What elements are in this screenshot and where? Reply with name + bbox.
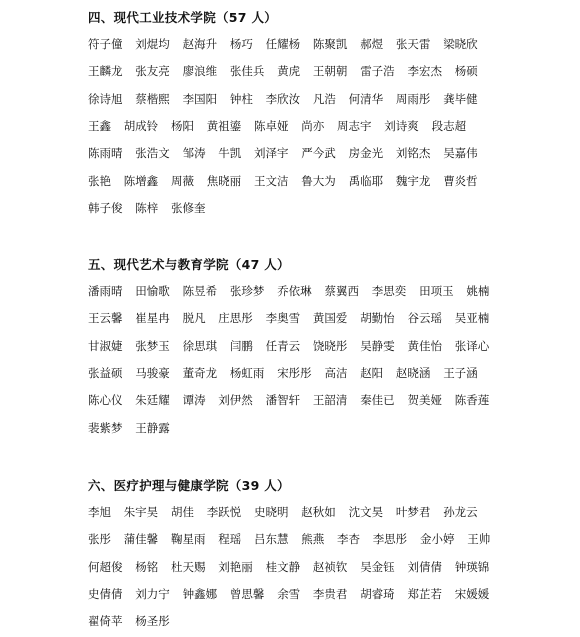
student-name: 何清华 — [348, 91, 384, 106]
student-name: 脱凡 — [182, 311, 206, 326]
student-name: 胡佳 — [171, 505, 194, 519]
student-name: 桂文静 — [265, 559, 301, 574]
student-name: 姚楠 — [466, 284, 490, 298]
student-name: 李杏 — [337, 532, 360, 547]
student-name: 贺美娅 — [407, 393, 442, 408]
student-name: 张天雷 — [395, 37, 431, 51]
student-name: 杨阳 — [171, 118, 194, 133]
student-name: 张佳兵 — [229, 64, 265, 79]
student-name: 魏宇龙 — [395, 173, 431, 188]
student-name: 潘智轩 — [265, 393, 301, 408]
student-name: 钟柱 — [229, 91, 253, 106]
student-name: 张彤 — [88, 532, 111, 547]
student-name: 史倩倩 — [88, 586, 123, 601]
student-name: 黄佳怡 — [407, 338, 442, 353]
student-name: 李思彤 — [372, 532, 408, 547]
student-name: 牛凯 — [218, 146, 242, 161]
student-name: 吕东慧 — [254, 532, 289, 547]
student-name: 陈梓 — [135, 200, 159, 215]
student-name: 赵祯钦 — [312, 559, 348, 574]
student-name: 庄思彤 — [218, 311, 253, 326]
student-name: 吴亚楠 — [454, 311, 490, 326]
student-name: 沈文昊 — [348, 505, 384, 519]
student-name: 任青云 — [265, 338, 301, 353]
student-name: 严今武 — [301, 146, 336, 161]
student-name: 宋彤彤 — [277, 365, 312, 380]
student-name: 金小婷 — [420, 532, 455, 547]
student-name: 任耀杨 — [265, 37, 301, 51]
student-name: 王帅 — [467, 532, 491, 547]
student-name: 赵秋如 — [301, 505, 336, 519]
student-name: 熊燕 — [301, 532, 325, 547]
student-name: 史晓明 — [254, 505, 289, 519]
section-heading: 五、现代艺术与教育学院（47 人） — [88, 257, 290, 272]
student-name: 周薇 — [171, 173, 194, 188]
student-name: 刘铭杰 — [395, 146, 431, 161]
student-name: 谭涛 — [182, 393, 206, 408]
student-name: 叶梦君 — [395, 505, 431, 519]
student-name: 谷云瑶 — [407, 311, 442, 326]
student-name: 刘泽宇 — [254, 146, 289, 161]
student-name: 刘焜均 — [135, 37, 170, 51]
student-name: 赵晓涵 — [395, 365, 431, 380]
student-name: 邹涛 — [182, 146, 206, 161]
student-name: 王静露 — [135, 420, 170, 435]
student-name: 郑芷若 — [407, 586, 442, 601]
student-name: 鞠星雨 — [171, 532, 206, 547]
student-name: 黄虎 — [277, 64, 301, 79]
student-name: 王朝朝 — [312, 64, 348, 79]
student-name: 蒲佳馨 — [123, 532, 159, 547]
student-name: 徐思琪 — [182, 338, 218, 353]
student-name: 张修奎 — [171, 200, 206, 215]
student-name: 李跃悦 — [206, 505, 242, 519]
student-name: 房金光 — [348, 146, 384, 161]
section-heading: 四、现代工业技术学院（57 人） — [88, 10, 278, 25]
student-name: 王麟龙 — [88, 64, 123, 79]
student-name: 李奥雪 — [265, 311, 301, 326]
student-name: 张译心 — [454, 338, 490, 353]
student-name: 郝煜 — [360, 37, 384, 51]
student-name: 韩子俊 — [88, 200, 123, 215]
student-name: 张浩文 — [135, 146, 170, 161]
student-name: 杨圣彤 — [135, 614, 170, 629]
student-name: 吴静雯 — [360, 338, 395, 353]
student-name: 尚亦 — [301, 118, 325, 133]
student-name: 张益硕 — [88, 365, 123, 380]
student-name: 梁晓欣 — [443, 37, 478, 51]
student-name: 宋媛媛 — [454, 586, 490, 601]
student-name: 朱宇昊 — [123, 505, 159, 519]
student-name: 陈雨晴 — [88, 146, 123, 161]
student-name: 王文洁 — [254, 173, 289, 188]
student-name: 禹临耶 — [348, 173, 384, 188]
student-name: 杜天赐 — [171, 559, 206, 574]
student-name: 李贵君 — [312, 586, 348, 601]
student-name: 余雪 — [277, 586, 301, 601]
student-name: 陈心仪 — [88, 393, 123, 408]
student-name: 李宏杰 — [407, 64, 442, 79]
student-name: 高洁 — [324, 365, 348, 380]
student-name: 李国阳 — [182, 91, 218, 106]
student-name: 崔星冉 — [135, 311, 170, 326]
student-name: 吴金钰 — [360, 559, 395, 574]
student-name: 陈昱希 — [182, 284, 218, 298]
student-name: 赵海升 — [182, 37, 218, 51]
student-name: 周志宇 — [337, 118, 372, 133]
student-name: 饶晓彤 — [312, 338, 348, 353]
student-name: 曹炎哲 — [443, 173, 478, 188]
student-name: 田项玉 — [419, 284, 454, 298]
student-name: 甘淑婕 — [88, 338, 123, 353]
student-name: 黄国爱 — [312, 311, 348, 326]
student-name: 程瑶 — [218, 532, 242, 547]
student-name: 朱廷耀 — [135, 393, 170, 408]
student-name: 周雨彤 — [395, 91, 431, 106]
student-name: 刘诗爽 — [384, 118, 419, 133]
student-name: 龚毕健 — [443, 91, 478, 106]
student-name: 胡睿琦 — [360, 586, 395, 601]
student-name: 刘倩倩 — [407, 559, 442, 574]
student-name: 焦晓丽 — [206, 173, 242, 188]
student-name: 吴嘉伟 — [443, 146, 478, 161]
student-name: 王鑫 — [88, 118, 111, 133]
student-name: 刘艳丽 — [218, 559, 253, 574]
student-name: 胡成铃 — [123, 118, 159, 133]
student-name: 董奇龙 — [182, 365, 218, 380]
student-name: 张艳 — [88, 173, 111, 188]
student-name: 张友亮 — [135, 64, 170, 79]
student-name: 杨虹雨 — [229, 365, 265, 380]
student-name: 张珍梦 — [229, 284, 265, 298]
student-name: 蔡楷熙 — [135, 91, 170, 106]
section-heading: 六、医疗护理与健康学院（39 人） — [88, 478, 290, 493]
student-name: 何超俊 — [88, 559, 123, 574]
student-name: 王韶清 — [312, 393, 348, 408]
student-name: 马骏豪 — [135, 365, 170, 380]
student-name: 王云馨 — [88, 311, 123, 326]
student-name: 李欣汝 — [265, 91, 301, 106]
student-name: 陈增鑫 — [123, 173, 159, 188]
student-name: 杨巧 — [229, 37, 253, 51]
student-name: 李旭 — [88, 505, 111, 519]
student-name: 鲁大为 — [301, 173, 336, 188]
student-name: 乔依琳 — [277, 284, 312, 298]
student-name: 赵阳 — [360, 365, 384, 380]
student-name: 雷子浩 — [360, 64, 395, 79]
student-name: 孙龙云 — [443, 505, 478, 519]
student-name: 钟鑫娜 — [182, 586, 218, 601]
student-name: 陈卓娅 — [254, 118, 289, 133]
student-name: 陈香莲 — [454, 393, 490, 408]
student-name: 闫鹏 — [229, 338, 253, 353]
student-name: 凡浩 — [312, 91, 336, 106]
student-name: 段志超 — [431, 118, 467, 133]
student-name: 黄祖鎏 — [206, 118, 242, 133]
student-name: 秦佳已 — [360, 393, 395, 408]
student-name: 杨硕 — [454, 64, 478, 79]
student-name: 刘力宁 — [135, 586, 170, 601]
student-name: 裴紫梦 — [88, 420, 123, 435]
student-name: 刘伊然 — [218, 393, 253, 408]
student-name: 陈聚凯 — [312, 37, 348, 51]
student-name: 田愉歌 — [135, 284, 170, 298]
student-name: 杨铭 — [135, 559, 159, 574]
student-name: 潘雨晴 — [88, 284, 123, 298]
student-name: 符子僮 — [88, 37, 123, 51]
student-name: 翟倚苹 — [88, 614, 123, 629]
student-name: 徐诗旭 — [88, 91, 123, 106]
student-name: 李思奕 — [371, 284, 407, 298]
student-name: 蔡翼西 — [324, 284, 359, 298]
student-name: 胡勤怡 — [360, 311, 395, 326]
student-name: 曾思馨 — [229, 586, 265, 601]
student-name: 廖浪维 — [182, 64, 218, 79]
student-name: 王子涵 — [443, 365, 478, 380]
student-name: 张梦玉 — [135, 338, 170, 353]
student-name: 钟瑛锦 — [454, 559, 490, 574]
